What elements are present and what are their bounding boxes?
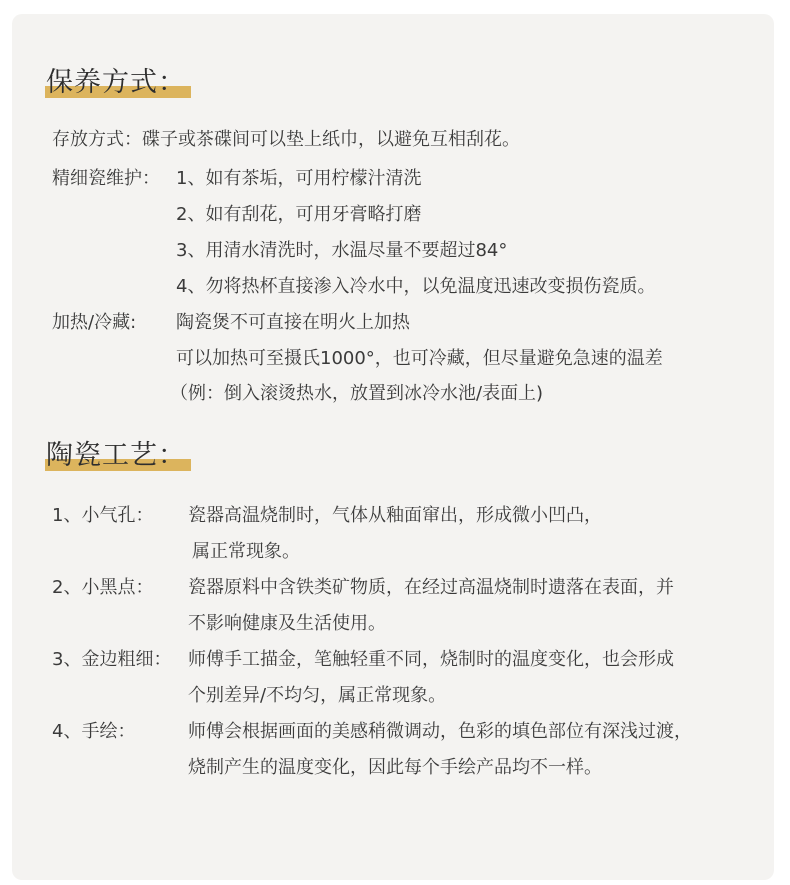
craft-item-line: 不影响健康及生活使用。 (188, 613, 386, 634)
craft-item-line: 瓷器原料中含铁类矿物质，在经过高温烧制时遗落在表面，并 (188, 577, 674, 598)
craft-item-line: 师傅会根据画面的美感稍微调动，色彩的填色部位有深浅过渡， (188, 721, 692, 742)
craft-item-label: 1、小气孔： (52, 505, 154, 526)
heat-label: 加热/冷藏: (52, 312, 137, 333)
craft-item-line: 师傅手工描金，笔触轻重不同，烧制时的温度变化，也会形成 (188, 649, 674, 670)
heat-line: 可以加热可至摄氏1000°，也可冷藏，但尽量避免急速的温差 (176, 348, 663, 369)
care-heading (46, 66, 186, 100)
maintain-item: 2、如有刮花，可用牙膏略打磨 (176, 204, 422, 225)
craft-item-label: 2、小黑点： (52, 577, 154, 598)
maintain-label: 精细瓷维护： (52, 168, 160, 189)
craft-heading-text: 陶瓷工艺： (46, 440, 186, 471)
craft-item-label: 3、金边粗细： (52, 649, 172, 670)
craft-item-line: 烧制产生的温度变化，因此每个手绘产品均不一样。 (188, 757, 602, 778)
maintain-item: 4、勿将热杯直接渗入冷水中，以免温度迅速改变损伤瓷质。 (176, 276, 656, 297)
craft-item-line: 瓷器高温烧制时，气体从釉面窜出，形成微小凹凸， (188, 505, 602, 526)
craft-item-line: 个别差异/不均匀，属正常现象。 (188, 685, 447, 706)
maintain-item: 3、用清水清洗时，水温尽量不要超过84° (176, 240, 508, 261)
heat-line: 陶瓷煲不可直接在明火上加热 (176, 312, 410, 333)
craft-item-line: 属正常现象。 (192, 541, 300, 562)
storage-label: 存放方式： (52, 129, 142, 150)
craft-heading (46, 439, 186, 473)
care-heading-text: 保养方式： (46, 67, 186, 98)
heat-line: （例：倒入滚烫热水，放置到冰冷水池/表面上) (170, 383, 544, 404)
maintain-item: 1、如有茶垢，可用柠檬汁清洗 (176, 168, 422, 189)
craft-item-label: 4、手绘： (52, 721, 136, 742)
storage-text: 碟子或茶碟间可以垫上纸巾，以避免互相刮花。 (142, 129, 520, 150)
